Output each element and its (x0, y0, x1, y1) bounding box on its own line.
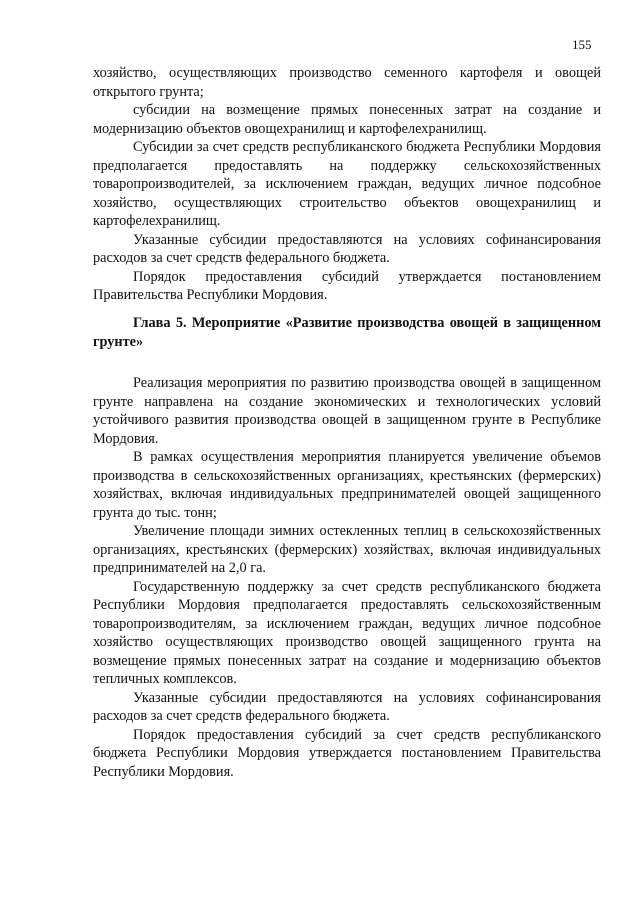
paragraph: Порядок предоставления субсидий утверждается постановлением Правительства Республики Мордовия. (93, 268, 601, 303)
chapter-heading: Глава 5. Мероприятие «Развитие производства овощей в защищенном грунте» (93, 315, 601, 350)
paragraph: субсидии на возмещение прямых понесенных затрат на создание и модернизацию объектов овощехранилищ и картофелехранилищ. (93, 102, 601, 137)
paragraph: Реализация мероприятия по развитию производства овощей в защищенном грунте направлена на создание экономических и технологических условий устойчивого развития производства овощей в защищенном грунте в Республике Мордовия. (93, 375, 601, 447)
paragraph: Государственную поддержку за счет средств республиканского бюджета Республики Мордовия предполагается предоставлять сельскохозяйственным товаропроизводителям, за исключением граждан, ведущих личное подсобное хозяйство осуществляющих производство овощей защищенного грунта на возмещение прямых понесенных затрат на создание и модернизацию объектов тепличных комплексов. (93, 578, 601, 687)
text-block-top (93, 64, 601, 305)
paragraph: хозяйство, осуществляющих производство семенного картофеля и овощей открытого грунта; (93, 65, 601, 100)
paragraph: Увеличение площади зимних остекленных теплиц в сельскохозяйственных организациях, крестьянских (фермерских) хозяйствах, включая индивидуальных предпринимателей на 2,0 га. (93, 523, 601, 576)
text-block-bottom (93, 374, 601, 781)
page-number: 155 (572, 37, 592, 52)
paragraph: Субсидии за счет средств республиканского бюджета Республики Мордовия предполагается предоставлять на поддержку сельскохозяйственных товаропроизводителей, за исключением граждан, ведущих личное подсобное хозяйство, осуществляющих строительство объектов овощехранилищ и картофелехранилищ. (93, 139, 601, 229)
paragraph: Указанные субсидии предоставляются на условиях софинансирования расходов за счет средств федерального бюджета. (93, 689, 601, 724)
paragraph: В рамках осуществления мероприятия планируется увеличение объемов производства в сельскохозяйственных организациях, крестьянских (фермерских) хозяйствах, включая индивидуальных предпринимателей овощей защищенного грунта до тыс. тонн; (93, 449, 601, 521)
paragraph: Порядок предоставления субсидий за счет средств республиканского бюджета Республики Мордовия утверждается постановлением Правительства Республики Мордовия. (93, 726, 601, 780)
paragraph: Указанные субсидии предоставляются на условиях софинансирования расходов за счет средств федерального бюджета. (93, 231, 601, 266)
